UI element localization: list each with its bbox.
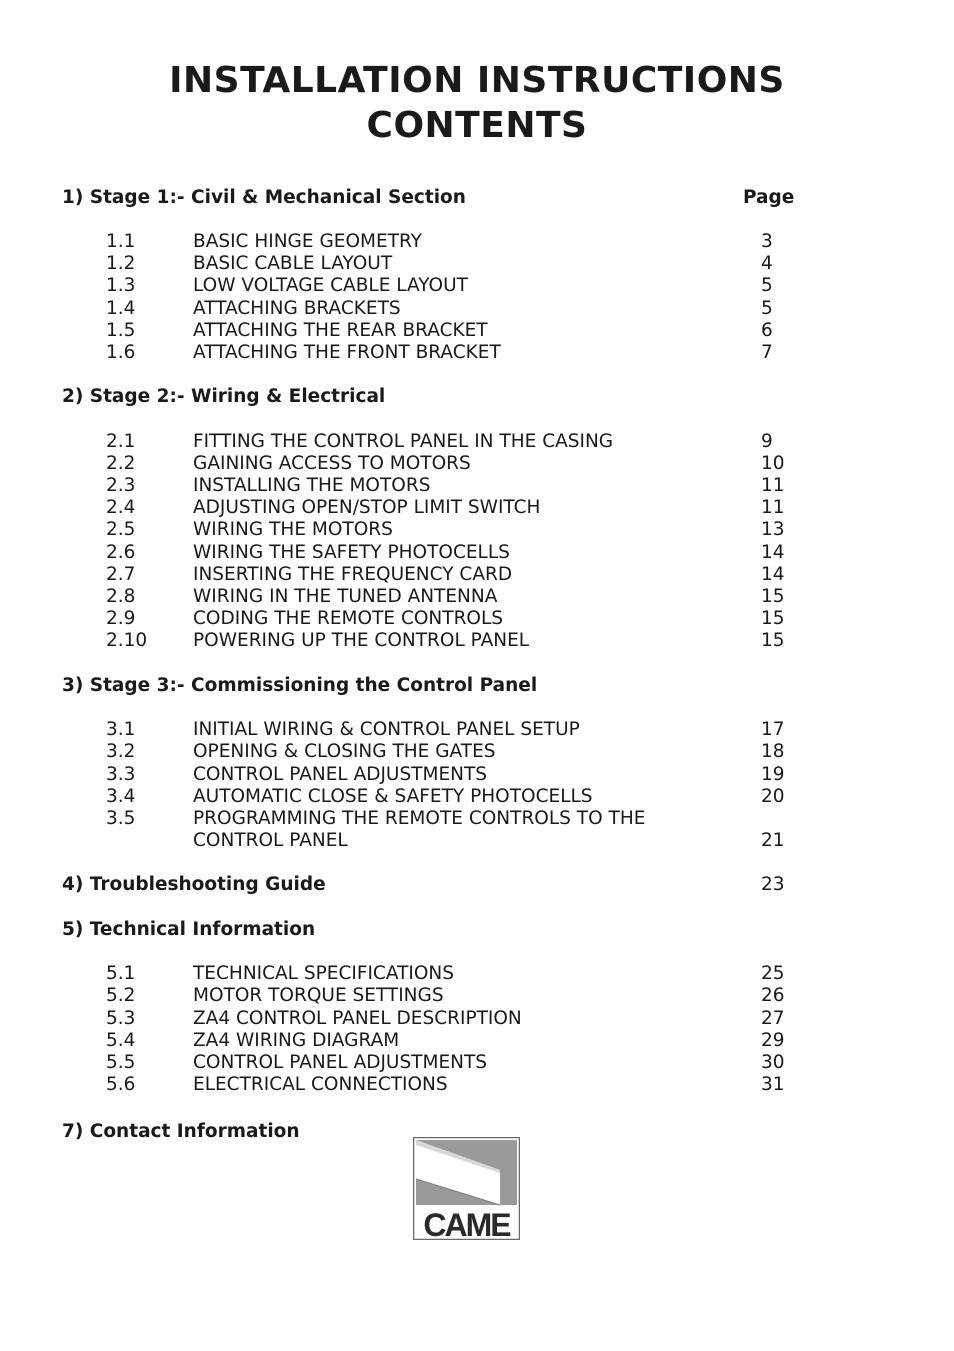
item-number: 2.6 [106, 542, 136, 563]
item-label: GAINING ACCESS TO MOTORS [193, 453, 471, 474]
item-page: 20 [761, 786, 785, 807]
item-number: 3.4 [106, 786, 136, 807]
item-page: 11 [761, 497, 785, 518]
item-page: 29 [761, 1030, 785, 1051]
item-page: 9 [761, 431, 773, 452]
item-number: 5.1 [106, 963, 136, 984]
item-number: 3.1 [106, 719, 136, 740]
item-label: FITTING THE CONTROL PANEL IN THE CASING [193, 431, 614, 452]
item-label: LOW VOLTAGE CABLE LAYOUT [193, 275, 468, 296]
item-label: MOTOR TORQUE SETTINGS [193, 985, 444, 1006]
section-heading: 3) Stage 3:- Commissioning the Control Panel [62, 675, 538, 696]
item-label: ATTACHING THE FRONT BRACKET [193, 342, 501, 363]
item-number: 2.5 [106, 519, 136, 540]
item-number: 5.2 [106, 985, 136, 1006]
item-label: ATTACHING BRACKETS [193, 298, 401, 319]
item-number: 2.10 [106, 630, 148, 651]
item-label-continued: CONTROL PANEL [193, 830, 348, 851]
item-page: 25 [761, 963, 785, 984]
logo-text: CAME [423, 1207, 510, 1240]
item-number: 5.5 [106, 1052, 136, 1073]
item-page: 19 [761, 764, 785, 785]
item-label: CODING THE REMOTE CONTROLS [193, 608, 504, 629]
item-label: INITIAL WIRING & CONTROL PANEL SETUP [193, 719, 580, 740]
item-page: 5 [761, 298, 773, 319]
page-column-header: Page [743, 187, 795, 208]
page-subtitle: CONTENTS [366, 105, 588, 146]
item-number: 5.6 [106, 1074, 136, 1095]
item-label: WIRING THE MOTORS [193, 519, 393, 540]
item-label: CONTROL PANEL ADJUSTMENTS [193, 764, 488, 785]
page-title: INSTALLATION INSTRUCTIONS [169, 60, 785, 101]
item-page: 7 [761, 342, 773, 363]
item-label: PROGRAMMING THE REMOTE CONTROLS TO THE [193, 808, 646, 829]
item-number: 1.2 [106, 253, 136, 274]
item-label: WIRING IN THE TUNED ANTENNA [193, 586, 498, 607]
item-page: 15 [761, 586, 785, 607]
item-label: WIRING THE SAFETY PHOTOCELLS [193, 542, 510, 563]
item-label: TECHNICAL SPECIFICATIONS [193, 963, 454, 984]
item-page: 26 [761, 985, 785, 1006]
item-label: OPENING & CLOSING THE GATES [193, 741, 496, 762]
section-heading: 1) Stage 1:- Civil & Mechanical Section [62, 187, 466, 208]
item-page: 15 [761, 630, 785, 651]
section-heading: 4) Troubleshooting Guide [62, 874, 326, 895]
item-number: 3.2 [106, 741, 136, 762]
item-label: BASIC CABLE LAYOUT [193, 253, 393, 274]
item-label: ELECTRICAL CONNECTIONS [193, 1074, 448, 1095]
item-page: 10 [761, 453, 785, 474]
item-page: 30 [761, 1052, 785, 1073]
item-label: INSERTING THE FREQUENCY CARD [193, 564, 513, 585]
item-page: 18 [761, 741, 785, 762]
item-page: 14 [761, 564, 785, 585]
item-number: 3.3 [106, 764, 136, 785]
item-number: 1.1 [106, 231, 136, 252]
item-label: INSTALLING THE MOTORS [193, 475, 431, 496]
item-page: 13 [761, 519, 785, 540]
item-number: 2.1 [106, 431, 136, 452]
item-number: 2.8 [106, 586, 136, 607]
item-page: 4 [761, 253, 773, 274]
item-label: ZA4 WIRING DIAGRAM [193, 1030, 400, 1051]
item-page: 14 [761, 542, 785, 563]
section-heading: 5) Technical Information [62, 919, 316, 940]
item-page: 17 [761, 719, 785, 740]
item-label: POWERING UP THE CONTROL PANEL [193, 630, 530, 651]
item-number: 1.3 [106, 275, 136, 296]
item-page: 6 [761, 320, 773, 341]
item-page: 5 [761, 275, 773, 296]
item-page: 27 [761, 1008, 785, 1029]
item-number: 3.5 [106, 808, 136, 829]
section-heading: 7) Contact Information [62, 1121, 300, 1142]
item-number: 2.2 [106, 453, 136, 474]
item-number: 1.6 [106, 342, 136, 363]
item-page: 3 [761, 231, 773, 252]
item-number: 1.4 [106, 298, 136, 319]
item-label: ZA4 CONTROL PANEL DESCRIPTION [193, 1008, 522, 1029]
item-number: 5.3 [106, 1008, 136, 1029]
item-label: CONTROL PANEL ADJUSTMENTS [193, 1052, 488, 1073]
came-logo-icon [413, 1137, 520, 1240]
item-label: BASIC HINGE GEOMETRY [193, 231, 422, 252]
item-page: 31 [761, 1074, 785, 1095]
item-number: 2.9 [106, 608, 136, 629]
item-label: AUTOMATIC CLOSE & SAFETY PHOTOCELLS [193, 786, 593, 807]
section-heading: 2) Stage 2:- Wiring & Electrical [62, 386, 386, 407]
item-number: 2.4 [106, 497, 136, 518]
section-page: 23 [761, 874, 785, 895]
item-number: 1.5 [106, 320, 136, 341]
item-label: ADJUSTING OPEN/STOP LIMIT SWITCH [193, 497, 541, 518]
item-page: 21 [761, 830, 785, 851]
item-page: 15 [761, 608, 785, 629]
item-page: 11 [761, 475, 785, 496]
item-number: 5.4 [106, 1030, 136, 1051]
item-label: ATTACHING THE REAR BRACKET [193, 320, 488, 341]
item-number: 2.3 [106, 475, 136, 496]
item-number: 2.7 [106, 564, 136, 585]
